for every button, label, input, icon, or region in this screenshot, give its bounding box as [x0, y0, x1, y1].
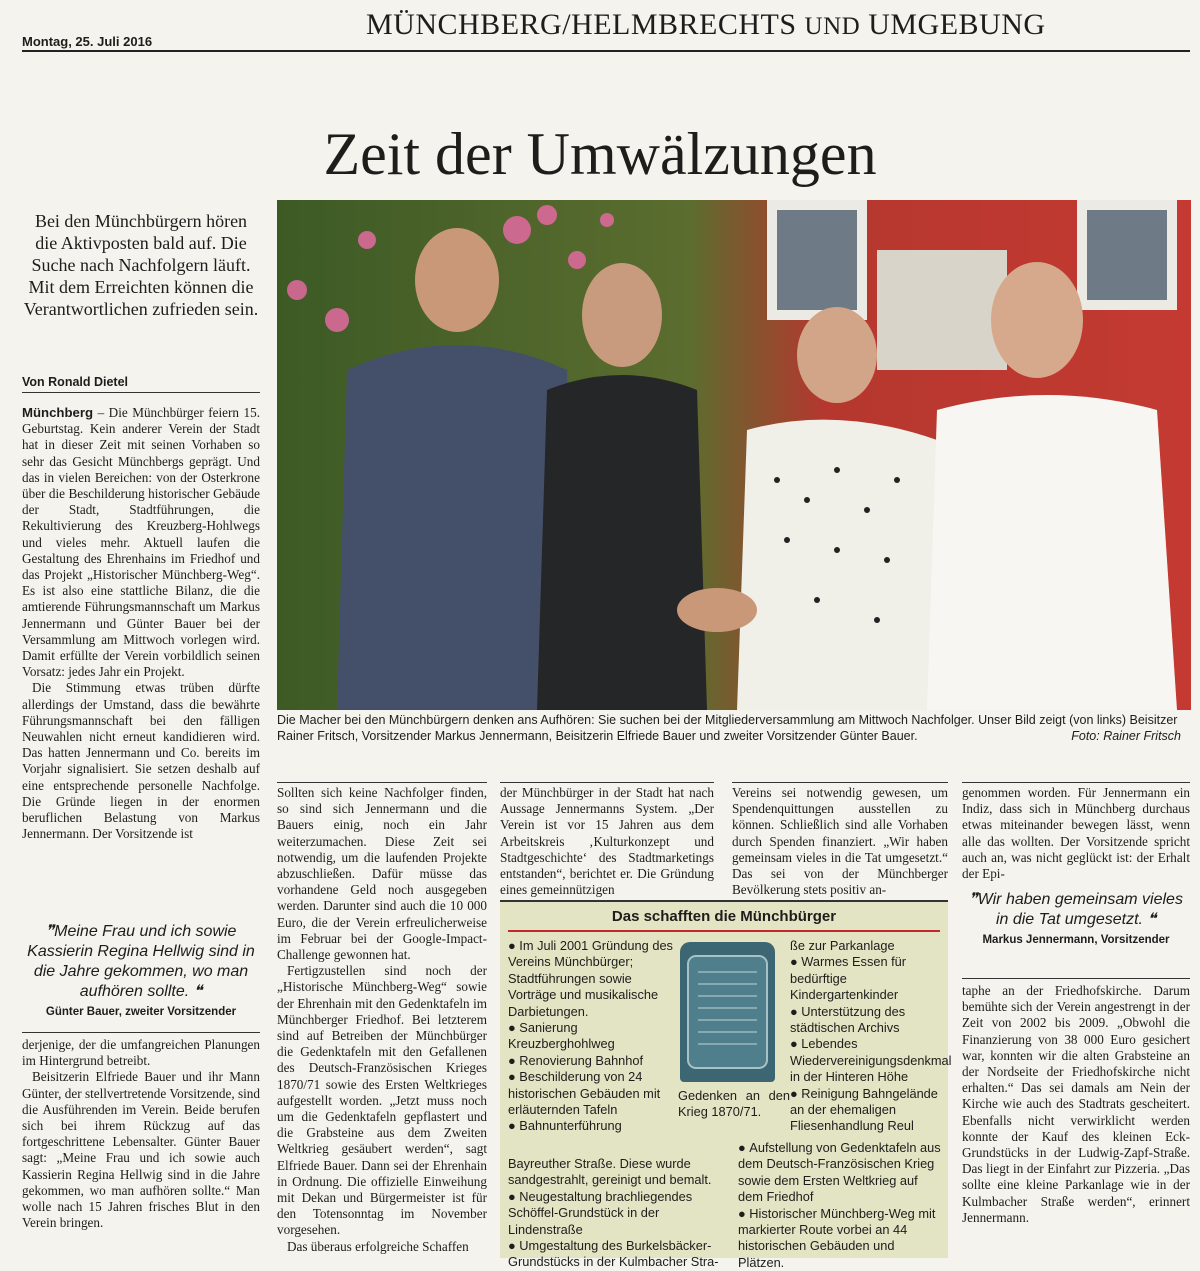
quote-close-mark-2: ❝	[1147, 911, 1157, 928]
list-item: ● Warmes Essen für bedürftige Kindergartenkinder	[790, 954, 942, 1003]
info-box-left-list	[508, 938, 678, 1135]
list-item-continued: Bayreuther Straße. Diese wurde sandgestrahlt, gereinigt und bemalt.	[508, 1156, 712, 1188]
photo-caption-text: Die Macher bei den Münchbürgern denken ans Aufhören: Sie suchen bei der Mitgliederversammlung am Mittwoch Nachfolger. Unser Bild zeigt (von links) Beisitzer Rainer Fritsch, Vorsitzender Markus Jennermann, Beisitzerin Elfriede Bauer und zweiter Vorsitzender Günter Bauer.	[277, 713, 1178, 743]
list-item: ● Beschilderung von 24 historischen Gebäuden mit erläuternden Tafeln	[508, 1069, 678, 1118]
plaque-illustration	[680, 942, 775, 1082]
col3-paragraph: der Münchbürger in der Stadt hat nach Aussage Jennermanns System. „Der Verein ist vor 15 Jahren aus dem Arbeitskreis ‚Kulturkonzept und Stadtgeschichte‘ des Stadtmarketings entstanden“, berichtet er. Die Gründung eines gemeinnützigen	[500, 785, 714, 898]
pull-quote-1-text: Meine Frau und ich sowie Kassierin Regina Hellwig sind in die Jahre gekommen, wo man aufhören sollte.	[27, 923, 255, 1000]
column-5-bottom	[962, 978, 1190, 1226]
quote-open-mark: ❞	[45, 923, 55, 940]
headline: Zeit der Umwälzungen	[323, 121, 877, 187]
column-3	[500, 782, 714, 898]
dateline: Münchberg	[22, 405, 94, 420]
plaque-caption: Gedenken an den Krieg 1870/71.	[678, 1088, 790, 1120]
list-item: ● Bahnunterführung	[508, 1118, 678, 1134]
quote-open-mark-2: ❞	[969, 891, 978, 908]
list-item: ● Umgestaltung des Burkelsbäcker-Grundstücks in der Kulmbacher Stra-	[508, 1238, 732, 1271]
info-box	[500, 900, 952, 1270]
col2-paragraph-1: Sollten sich keine Nachfolger finden, so sind sich Jennermann und die Bauers einig, noch ein Jahr weiterzumachen. Diese Zeit sei notwendig, um die laufenden Projekte abzuschließen. Dafür müsse das vorhandene Geld noch ausgegeben werden. Darunter sind auch die 10 000 Euro, die der Verein erfreulicherweise im Februar bei der Google-Impact-Challenge gewonnen hat.	[277, 785, 487, 963]
info-box-full-lines	[508, 1156, 732, 1271]
group-photo	[277, 200, 1191, 710]
column-2	[277, 782, 487, 1255]
col5-paragraph-2: taphe an der Friedhofskirche. Darum bemühte sich der Verein angestrengt in der Zeit von 2002 bis 2009. „Obwohl die Finanzierung von 38 000 Euro gesichert war, konnten wir die alten Grabsteine an der Nordseite der Friedhofskirche nicht erhalten.“ Das sei damals am Nein der Kirche wie auch des Stadtrats gescheitert. Ebenfalls nicht verwirklicht werden konnte der Kauf des kleinen Eck-Grundstücks in der Ludwig-Zapf-Straße. Das liegt in der Einfahrt zur Pizzeria. „Das sollte eine kleine Parkanlage wie in der Kulmbacher Straße werden“, erinnert Jennermann.	[962, 983, 1190, 1225]
memorial-plaque-image	[680, 942, 775, 1082]
pull-quote-2-source: Markus Jennermann, Vorsitzender	[982, 934, 1170, 946]
info-box-right-list-lower	[738, 1140, 942, 1271]
col2-paragraph-3: Das überaus erfolgreiche Schaffen	[287, 1238, 469, 1254]
col1-paragraph-3: derjenige, der die umfangreichen Planungen im Hintergrund betreibt.	[22, 1037, 260, 1069]
pull-quote-1-source: Günter Bauer, zweiter Vorsitzender	[45, 1006, 237, 1018]
column-5-top	[962, 782, 1190, 882]
list-item: ● Historischer Münchberg-Weg mit markierter Route vorbei an 44 historischen Gebäuden und Plätzen.	[738, 1206, 942, 1271]
list-item: ● Aufstellung von Gedenktafeln aus dem Deutsch-Französischen Krieg sowie dem Ersten Weltkrieg auf dem Friedhof	[738, 1140, 942, 1206]
photo-caption	[277, 713, 1191, 744]
quote-close-mark: ❝	[193, 983, 203, 1000]
column-4	[732, 782, 948, 898]
pull-quote-2	[962, 890, 1190, 946]
pull-quote-2-text: Wir haben gemeinsam vieles in die Tat umgesetzt.	[977, 891, 1183, 928]
list-item: ● Im Juli 2001 Gründung des Vereins Münchbürger; Stadtführungen sowie Vorträge und musikalische Darbietungen.	[508, 938, 678, 1020]
section-title-part1: MÜNCHBERG/HELMBRECHTS	[366, 8, 805, 41]
col1-paragraph-4: Beisitzerin Elfriede Bauer und ihr Mann Günter, der stellvertretende Vorsitzende, sind die Ausführenden im Verein. Beide berufen sich bei ihrem Rückzug auf das fortgeschrittene Lebensalter. Günter Bauer sagt: „Meine Frau und ich sowie auch Kassierin Regina Hellwig sind in die Jahre gekommen, wo man aufhören sollte.“ Man wolle nach 15 Jahren frisches Blut in den Verein bringen.	[22, 1069, 260, 1231]
list-item: ● Unterstützung des städtischen Archivs	[790, 1004, 942, 1037]
list-item: ● Lebendes Wiedervereinigungsdenkmal in der Hinteren Höhe	[790, 1036, 942, 1085]
list-item: ● Reinigung Bahngelände an der ehemaligen Fliesenhandlung Reul	[790, 1086, 942, 1135]
column-1-bottom	[22, 1032, 260, 1231]
list-item-continued: ße zur Parkanlage	[790, 938, 895, 953]
photo-credit: Foto: Rainer Fritsch	[1071, 728, 1181, 743]
lead-paragraph: Bei den Münchbürgern hören die Aktivposten bald auf. Die Suche nach Nachfolgern läuft. Mit dem Erreichten können die Verantwortlichen zufrieden sein.	[23, 211, 259, 319]
header-rule	[22, 50, 1190, 52]
column-1-top	[22, 405, 260, 842]
section-title-und: UND	[804, 13, 861, 40]
byline: Von Ronald Dietel	[22, 375, 260, 393]
info-box-right-list	[790, 938, 952, 1135]
col1-paragraph-2: Die Stimmung etwas trüben dürfte allerdings der Umstand, dass die bewährte Führungsmannschaft bei den fälligen Neuwahlen nicht erneut kandidieren wird. Das hatten Jennermann und Co. bereits im Vorjahr signalisiert. Sie setzen deshalb auf eine entsprechende personelle Nachfolge. Die Gründe liegen in der enormen beruflichen Belastung von Markus Jennermann. Der Vorsitzende ist	[22, 680, 260, 842]
list-item: ● Sanierung Kreuzberghohlweg	[508, 1020, 678, 1053]
pull-quote-1	[22, 922, 260, 1018]
col1-paragraph-1: – Die Münchbürger feiern 15. Geburtstag. Kein anderer Verein der Stadt hat in dieser Zeit mit seinen Vorhaben so sehr das Gesicht Münchbergs geprägt. Und das in vielen Bereichen: von der Osterkrone über die Beschilderung historischer Gebäude der Stadt, Stadtführungen, die Rekultivierung des Kreuzberg-Hohlwegs und vieles mehr. Aktuell laufen die Gestaltung des Ehrenhains im Friedhof und das Projekt „Historischer Münchberg-Weg“. Es ist also eine stattliche Bilanz, die die amtierende Führungsmannschaft um Markus Jennermann und Günter Bauer bei der Versammlung am Mittwoch vorlegen wird. Damit erfüllte der Verein vorbildlich seinen Vorsatz: jedes Jahr ein Projekt.	[22, 405, 260, 680]
group-photo-illustration	[277, 200, 1191, 710]
section-title-part2: UMGEBUNG	[860, 8, 1046, 41]
info-box-rule	[508, 930, 940, 932]
info-box-title: Das schafften die Münchbürger	[611, 908, 837, 925]
col5-paragraph-1: genommen worden. Für Jennermann ein Indiz, dass sich in Münchberg durchaus etwas miteinander bewegen lässt, wenn alle das wollten. Der Vorsitzende spricht auch an, was nicht geglückt ist: der Erhalt der Epi-	[962, 785, 1190, 882]
col4-paragraph: Vereins sei notwendig gewesen, um Spendenquittungen ausstellen zu können. Schließlich sind alle Vorhaben durch Spenden finanziert. „Wir haben gemeinsam vieles in die Tat umgesetzt.“ Das sei von der Münchberger Bevölkerung stets positiv an-	[732, 785, 948, 898]
list-item: ● Neugestaltung brachliegendes Schöffel-Grundstück in der Lindenstraße	[508, 1189, 732, 1238]
issue-date: Montag, 25. Juli 2016	[22, 34, 153, 49]
col2-paragraph-2: Fertigzustellen sind noch der „Historische Münchberg-Weg“ sowie der Ehrenhain mit den Gedenktafeln im Münchberger Friedhof. Bei letzterem sind auf Betreiben der Münchbürger die Gedenktafeln mit den Gefallenen des Deutsch-Französischen Krieges 1870/71 sowie des Ersten Weltkrieges aufgestellt worden. „Jetzt muss noch um die Gedenktafeln gepflastert und die Grabsteine aus dem Zweiten Weltkrieg gesäubert werden“, sagt Elfriede Bauer. Dann sei der Ehrenhain in Ordnung. Die offizielle Einweihung mit Dekan und Bürgermeister ist für den Totensonntag im November vorgesehen.	[277, 963, 487, 1238]
section-title	[366, 8, 1046, 42]
list-item: ● Renovierung Bahnhof	[508, 1053, 678, 1069]
